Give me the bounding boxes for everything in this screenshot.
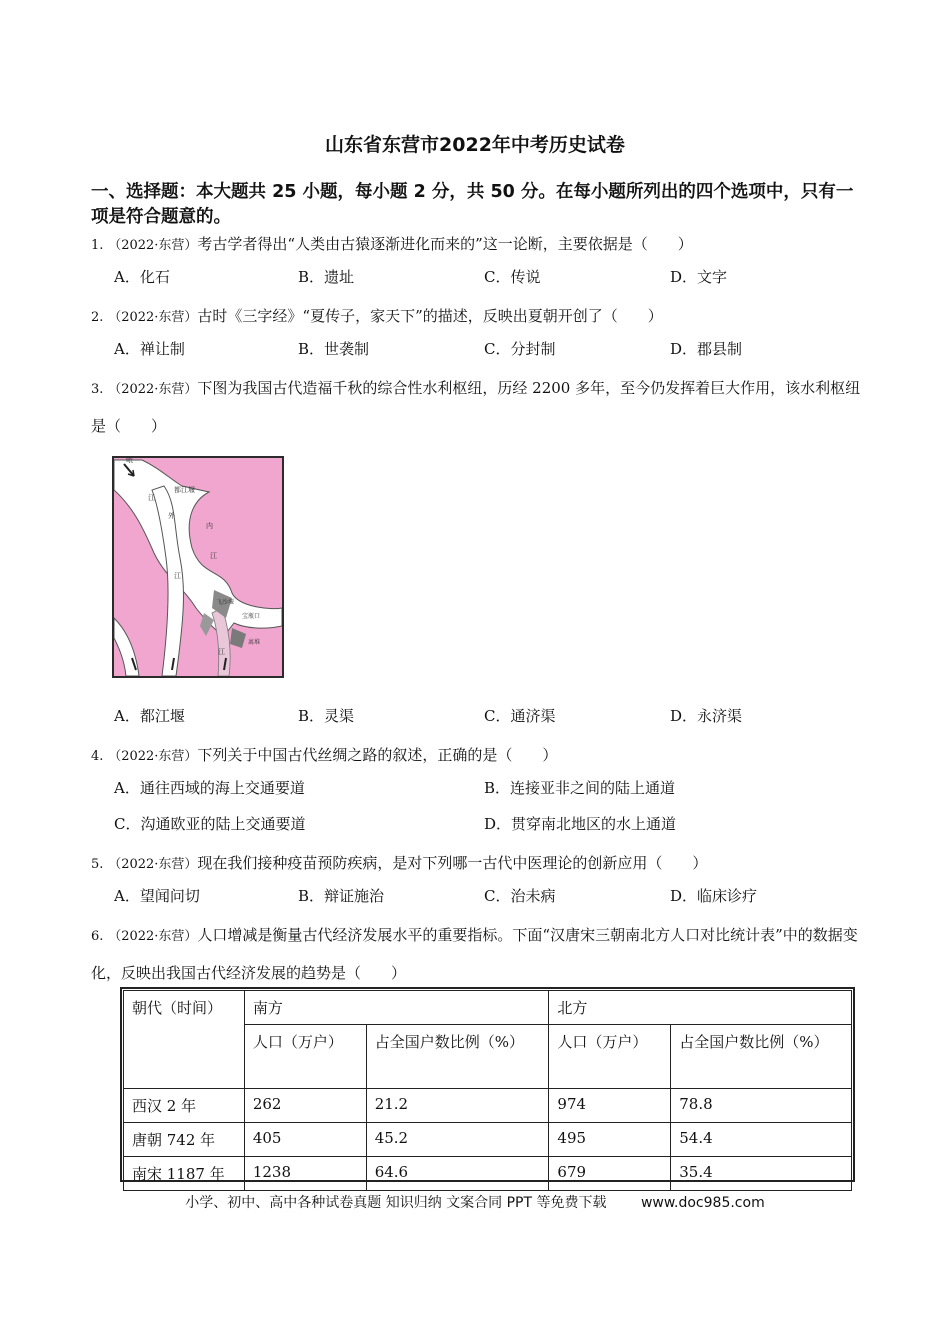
question-number: 2. bbox=[91, 310, 104, 325]
cell-north-ratio: 54.4 bbox=[671, 1123, 852, 1157]
header-north-pop: 人口（万户） bbox=[549, 1025, 671, 1089]
option-a[interactable]: A．通往西域的海上交通要道 bbox=[114, 779, 305, 797]
question-text: 古时《三字经》“夏传子，家天下”的描述，反映出夏朝开创了（ ） bbox=[197, 307, 663, 325]
dujiangyan-map bbox=[112, 456, 284, 678]
option-d[interactable]: D．郡县制 bbox=[670, 340, 743, 358]
option-c[interactable]: C．沟通欧亚的陆上交通要道 bbox=[114, 815, 306, 833]
cell-south-ratio: 45.2 bbox=[366, 1123, 549, 1157]
question-4-options-row1 bbox=[114, 777, 874, 803]
map-label: 江 bbox=[148, 494, 155, 502]
question-number: 1. bbox=[91, 238, 104, 253]
option-b[interactable]: B．连接亚非之间的陆上通道 bbox=[484, 779, 676, 797]
cell-era: 唐朝 742 年 bbox=[124, 1123, 245, 1157]
option-d[interactable]: D．永济渠 bbox=[670, 707, 743, 725]
page-footer bbox=[0, 1192, 950, 1212]
header-south-pop: 人口（万户） bbox=[244, 1025, 366, 1089]
question-text: 人口增减是衡量古代经济发展水平的重要指标。下面“汉唐宋三朝南北方人口对比统计表”中的数据变化，反映出我国古代经济发展的趋势是（ ） bbox=[91, 926, 858, 982]
option-c[interactable]: C．传说 bbox=[484, 268, 541, 286]
cell-south-pop: 1238 bbox=[244, 1157, 366, 1191]
question-number: 6. bbox=[91, 929, 104, 944]
page-title: 山东省东营市2022年中考历史试卷 bbox=[325, 134, 625, 156]
river-map-svg bbox=[114, 458, 282, 676]
table-row bbox=[124, 1089, 852, 1123]
question-text: 下图为我国古代造福千秋的综合性水利枢纽，历经 2200 多年，至今仍发挥着巨大作用，该水利枢纽是（ ） bbox=[91, 379, 861, 435]
question-4-options-row2 bbox=[114, 813, 874, 839]
question-3 bbox=[91, 370, 866, 444]
population-table bbox=[123, 990, 852, 1191]
question-5-options bbox=[114, 885, 874, 911]
option-b[interactable]: B．灵渠 bbox=[298, 707, 355, 725]
map-label: 宝瓶口 bbox=[242, 613, 261, 620]
option-c[interactable]: C．分封制 bbox=[484, 340, 556, 358]
question-1 bbox=[91, 226, 866, 264]
section-heading: 一、选择题：本大题共 25 小题，每小题 2 分，共 50 分。在每小题所列出的四个选项中，只有一项是符合题意的。 bbox=[91, 182, 854, 227]
header-south-ratio: 占全国户数比例（%） bbox=[366, 1025, 549, 1089]
question-number: 5. bbox=[91, 857, 104, 872]
option-b[interactable]: B．辩证施治 bbox=[298, 887, 385, 905]
map-label: 江 bbox=[174, 572, 181, 580]
option-d[interactable]: D．文字 bbox=[670, 268, 728, 286]
question-text: 考古学者得出“人类由古猿逐渐进化而来的”这一论断，主要依据是（ ） bbox=[197, 235, 693, 253]
option-a[interactable]: A．禅让制 bbox=[114, 340, 185, 358]
header-north-ratio: 占全国户数比例（%） bbox=[671, 1025, 852, 1089]
option-a[interactable]: A．都江堰 bbox=[114, 707, 185, 725]
footer-link[interactable]: www.doc985.com bbox=[640, 1195, 765, 1211]
cell-north-ratio: 35.4 bbox=[671, 1157, 852, 1191]
question-number: 4. bbox=[91, 749, 104, 764]
question-1-options bbox=[114, 266, 874, 292]
question-2-options bbox=[114, 338, 874, 364]
table-header-row bbox=[124, 991, 852, 1025]
option-d[interactable]: D．贯穿南北地区的水上通道 bbox=[484, 815, 677, 833]
header-era: 朝代（时间） bbox=[124, 991, 245, 1089]
question-6 bbox=[91, 917, 866, 991]
question-2 bbox=[91, 298, 866, 336]
map-label: 岷 bbox=[126, 458, 133, 464]
question-4 bbox=[91, 737, 866, 775]
option-a[interactable]: A．望闻问切 bbox=[114, 887, 200, 905]
question-text: 现在我们接种疫苗预防疾病，是对下列哪一古代中医理论的创新应用（ ） bbox=[197, 854, 708, 872]
header-north: 北方 bbox=[549, 991, 852, 1025]
option-a[interactable]: A．化石 bbox=[114, 268, 170, 286]
question-5 bbox=[91, 845, 866, 883]
question-source: （2022·东营） bbox=[108, 310, 198, 325]
question-source: （2022·东营） bbox=[108, 929, 198, 944]
map-label: 江 bbox=[210, 552, 217, 560]
question-source: （2022·东营） bbox=[108, 857, 198, 872]
table-row bbox=[124, 1123, 852, 1157]
footer-text: 小学、初中、高中各种试卷真题 知识归纳 文案合同 PPT 等免费下载 bbox=[185, 1195, 607, 1211]
map-label: 都江堰 bbox=[174, 486, 195, 494]
question-source: （2022·东营） bbox=[108, 382, 198, 397]
question-text: 下列关于中国古代丝绸之路的叙述，正确的是（ ） bbox=[197, 746, 558, 764]
cell-north-pop: 679 bbox=[549, 1157, 671, 1191]
map-label: 江 bbox=[218, 648, 225, 656]
cell-south-pop: 405 bbox=[244, 1123, 366, 1157]
cell-north-pop: 495 bbox=[549, 1123, 671, 1157]
option-d[interactable]: D．临床诊疗 bbox=[670, 887, 758, 905]
cell-north-ratio: 78.8 bbox=[671, 1089, 852, 1123]
cell-south-ratio: 64.6 bbox=[366, 1157, 549, 1191]
map-label: 内 bbox=[206, 522, 213, 530]
question-number: 3. bbox=[91, 382, 104, 397]
map-label: 飞沙堰 bbox=[216, 599, 235, 606]
option-b[interactable]: B．世袭制 bbox=[298, 340, 370, 358]
option-b[interactable]: B．遗址 bbox=[298, 268, 355, 286]
map-label: 离堆 bbox=[248, 639, 261, 646]
cell-north-pop: 974 bbox=[549, 1089, 671, 1123]
option-c[interactable]: C．通济渠 bbox=[484, 707, 556, 725]
table-row bbox=[124, 1157, 852, 1191]
question-source: （2022·东营） bbox=[108, 238, 198, 253]
cell-south-pop: 262 bbox=[244, 1089, 366, 1123]
map-label: 外 bbox=[168, 512, 175, 520]
question-3-options bbox=[114, 705, 874, 731]
option-c[interactable]: C．治未病 bbox=[484, 887, 556, 905]
cell-era: 西汉 2 年 bbox=[124, 1089, 245, 1123]
question-source: （2022·东营） bbox=[108, 749, 198, 764]
cell-south-ratio: 21.2 bbox=[366, 1089, 549, 1123]
cell-era: 南宋 1187 年 bbox=[124, 1157, 245, 1191]
header-south: 南方 bbox=[244, 991, 549, 1025]
